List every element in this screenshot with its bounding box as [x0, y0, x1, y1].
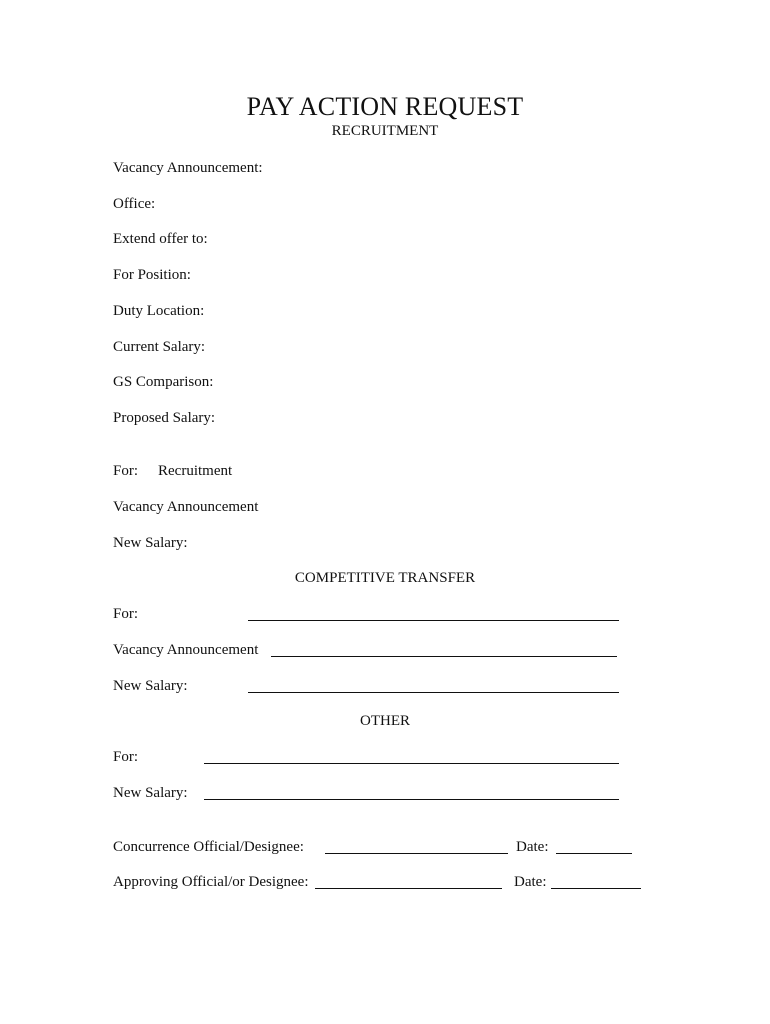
concurrence-date-label: Date: [516, 839, 549, 855]
other-new-salary-label: New Salary: [113, 785, 188, 801]
competitive-transfer-heading: COMPETITIVE TRANSFER [294, 570, 476, 586]
concurrence-official-line[interactable] [325, 853, 508, 854]
other-new-salary-line[interactable] [204, 799, 619, 800]
ct-new-salary-label: New Salary: [113, 678, 188, 694]
concurrence-date-line[interactable] [556, 853, 632, 854]
other-for-line[interactable] [204, 763, 619, 764]
approving-date-label: Date: [514, 874, 547, 890]
ct-for-label: For: [113, 606, 139, 622]
for-vacancy-announcement-label: Vacancy Announcement [113, 499, 259, 515]
extend-offer-label: Extend offer to: [113, 231, 208, 247]
gs-comparison-label: GS Comparison: [113, 374, 214, 390]
other-for-label: For: [113, 749, 139, 765]
form-subtitle: RECRUITMENT [331, 123, 439, 139]
position-label: For Position: [113, 267, 191, 283]
ct-vacancy-announcement-line[interactable] [271, 656, 617, 657]
for-label: For: [113, 463, 139, 479]
approving-date-line[interactable] [551, 888, 641, 889]
ct-new-salary-line[interactable] [248, 692, 619, 693]
current-salary-label: Current Salary: [113, 339, 206, 355]
proposed-salary-label: Proposed Salary: [113, 410, 216, 426]
duty-location-label: Duty Location: [113, 303, 205, 319]
form-title: PAY ACTION REQUEST [246, 92, 524, 121]
approving-official-line[interactable] [315, 888, 502, 889]
ct-for-line[interactable] [248, 620, 619, 621]
concurrence-official-label: Concurrence Official/Designee: [113, 839, 304, 855]
for-new-salary-label: New Salary: [113, 535, 188, 551]
other-heading: OTHER [360, 713, 410, 729]
office-label: Office: [113, 196, 156, 212]
ct-vacancy-announcement-label: Vacancy Announcement [113, 642, 259, 658]
for-value: Recruitment [158, 463, 233, 479]
vacancy-announcement-label: Vacancy Announcement: [113, 160, 263, 176]
approving-official-label: Approving Official/or Designee: [113, 874, 309, 890]
